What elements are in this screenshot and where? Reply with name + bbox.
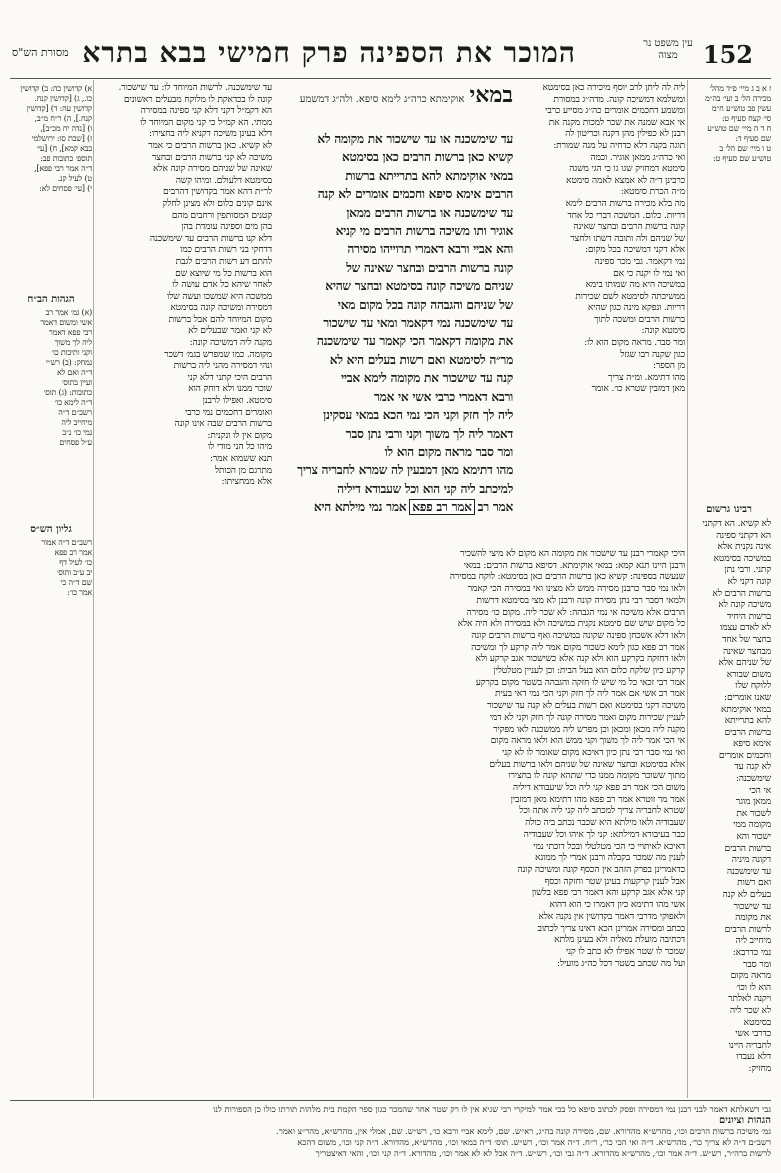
gemara-line: מהו דתימא מאן דמבעין לה שמרא לחבריה צריך (297, 463, 513, 478)
footer-line: גמ׳ משיכה ברשות הרבים וכו׳, מהרש״א מהדורא. שם, מסירה קונה בה״ג, רא״ש. שם, לימא אביי ורבא כו׳, רש״ש. שם, אמלי אין, מהרש״א, מהר״צ ואמר. (276, 1126, 771, 1136)
gemara-line: במאי אוקימתא להא בתרייתא ברשות (345, 168, 513, 183)
bottom-commentary-line: היכי קאמרי רבנן עד שישכור את מקומה הא מקום לא מיצי להשכיר (460, 548, 685, 559)
tosafot-line: קטנים המסותפין ורחבים מהם (171, 209, 272, 221)
tosafot-line: עד שימשכנה. לרשות המיוחד לו: עד שישכור. (118, 82, 272, 93)
page-header (0, 34, 781, 74)
rabbeinu-gershom-line: מבחצר שאינה (722, 645, 771, 657)
gemara-line: קנה עד שישכור את מקומה לימא אביי (340, 371, 513, 386)
mesorat-hashas-line: ט) לעיל קנ. (57, 174, 92, 183)
mesorat-hashas-line: ד״ה אמר רבי פפא], (34, 164, 92, 173)
bottom-commentary-line: הרבים אלא משיכה אי נמי הגבהה: לא שכר ליה. מקום כו׳ מסירה (466, 606, 685, 618)
gemara-line: שניהם משיכה קונה בסימטא ובחצר שהיא (325, 279, 513, 294)
haghot-line: נמחק: (ב) רש״י (45, 358, 92, 367)
ein-mishpat-label: עין משפט נר מצוה (643, 38, 693, 61)
tosafot-line: הרבים היכי קתני דלא קני (187, 371, 272, 383)
page-number: 152 (702, 40, 753, 69)
gemara-highlight: אמר רב פפא (412, 500, 472, 515)
rabbeinu-gershom-line: מקומה ממי (733, 819, 771, 831)
tosafot-line: בהן מים וספינה עומדת בהן (181, 221, 272, 233)
tosafot-line: לא קני ואמר שבעלים לא (188, 325, 272, 337)
haghot-line: רשב״ם ד״ה (58, 408, 92, 417)
rabbeinu-gershom-line: ברשות הרבים (724, 726, 771, 738)
rabbeinu-gershom-line: משיכה קונה לא (718, 599, 771, 611)
rabbeinu-gershom-line: את מקומה (735, 912, 771, 924)
rabbeinu-gershom-line: אינה נקנית אלא (717, 541, 771, 553)
rashi-line: מאן דמזבין שטרא כו׳. אומר (591, 383, 685, 395)
rabbeinu-gershom-line: הוא לו וכו׳ (736, 981, 771, 993)
left-margin-divider (93, 80, 94, 1098)
gemara-line: למיכתב ליה קני הוא וכל שעבודא דיליה (337, 481, 513, 496)
ein-mishpat-line: סי׳ קצח סעיף ט: (721, 114, 771, 123)
rabbeinu-gershom-line: קתני. ורבי נתן (724, 564, 771, 576)
footer-line: רשב״ם ד״ה לא צריך כר׳, מהרש״א. ד״ה ואי הכי כר׳, ר״ח. ד״ה אמר וכו׳, רש״ש. תוס׳ ד״ה במאי וכו׳, מהרש״א, מהדורא. ד״ה קני וכו׳, משום דהכא (297, 1137, 771, 1147)
bottom-commentary-line: ולאפוקי מדרבי דאמר בקדושין אין נקנה אלא (538, 910, 685, 922)
footer-line: לרשות ברה״ר, רש״ש. ד״ה אמר וכו׳, מהרש״א מהדורא. ד״ה גבי וכו׳, רש״ש. ד״ה אבל לא לא אמר וכו׳, מהדורא. ד״ה קני וכו׳, והאי דאיצטריך (315, 1148, 771, 1158)
bottom-commentary-line: בכתב ומסירה אמרינן הכא דאינו צריך לכתוב (537, 922, 685, 934)
bottom-commentary-line: דכתיבה מועלת מאליה ולא בעינן מלתא (554, 934, 685, 946)
bottom-commentary-line: אי הכי אמר ליה לך משוך וקני ממש הוא ולאו מראה מקום (490, 735, 685, 747)
ein-mishpat-line: ט ו מיי׳ שם הל׳ ב (719, 144, 771, 153)
tosafot-line: מקומה. כמו שמפרש בגמ׳ דשכר (164, 348, 272, 360)
tosafot-line: הוא ברשות כל מי שיוצא שם (175, 267, 272, 279)
rashi-line: ליה לה ליתן לרב יוסף מיכירה כאן בסימטא (542, 82, 685, 93)
bottom-commentary-line: משום הכי אמר רב פפא קני ליה וכל שיעבודא דיליה (512, 782, 685, 794)
rabbeinu-gershom-line: דקונה מיניה (731, 854, 771, 866)
page-title: המוכר את הספינה פרק חמישי בבא בתרא (82, 36, 576, 69)
tosafot-line: לא קשיא. כאן ברשות הרבים כי אמר (148, 139, 272, 151)
bottom-commentary-line: ולאו דחזקה בקרקע הוא ולא קנה אלא כשישכור אגב קרקע ולא (475, 653, 685, 665)
rashi-line: מ״ה הכרת סימטא: (620, 186, 685, 198)
tosafot-line: דמסירה ומשיכה קונה בסימטא (170, 302, 272, 314)
mesorat-hashas-line: ו) [נדה יח מכ״ב], (40, 124, 92, 133)
gilyon-line: כו׳ לעיל דף (59, 558, 92, 567)
bottom-commentary-line: כדאמרינן בפרק הזהב אין הכסף קונה ומשיכה קונה (517, 863, 685, 875)
gilyon-hashas-label: גליון הש״ס (30, 524, 72, 535)
haghot-line: רבי פפא דאמר (48, 328, 92, 337)
gilyon-line: רשב״ם ד״ה אמור (41, 538, 92, 547)
rabbeinu-gershom-line: לרשות הרבים (724, 923, 771, 935)
rashi-line: במשיכה היא מה שמותו בימא (585, 279, 685, 291)
rashi-line: ברשות הרבים ומשכה לתוך (594, 313, 685, 325)
rabbeinu-gershom-line: מראה מקום (730, 970, 771, 982)
haghot-line: ע״ל פסחים (59, 438, 92, 447)
gemara-opening-word: במאי (469, 82, 513, 108)
rashi-line: כרבינן ד״ה לא אמצא לאמה סימטא (566, 174, 685, 186)
bottom-commentary-line: שטרא לחבריה צריך למכתב ליה קני ליה אתה וכל (519, 805, 685, 817)
tosafot-line: לאחר שיהא כל אדם עושה לו (172, 279, 272, 291)
mesorat-hashas-column (10, 84, 92, 274)
ein-mishpat-line: טוש״ע שם סעיף ט: (712, 154, 771, 163)
gemara-line: דאמר ליה לך משוך וקני ורבי נתן סבר (345, 426, 513, 441)
rashi-line: ומר סבר. מראה מקום הוא לו: (584, 337, 685, 349)
gemara-line: אמר רב אמר רב פפא אמר נמי מילתא היא (313, 500, 513, 515)
rabbeinu-gershom-line: הא דקתני ספינה (716, 529, 771, 541)
bottom-commentary-line: לענין מה שמכר בקבלה ורבנן אמרי לך ממונא (535, 852, 685, 864)
mesorat-hashas-line: כו., ג) [קדושין קנח. (34, 94, 92, 103)
tosafot-line: ונהי דמסירה מהני ליה ברשות (173, 360, 272, 372)
rabbeinu-gershom-line: וחכמים אומרים (718, 749, 771, 761)
rabbeinu-gershom-line: עד שישכור (733, 900, 771, 912)
footer-divider (10, 1100, 771, 1101)
rabbeinu-gershom-line: אימא סיפא (733, 738, 771, 750)
mesorat-hashas-line: תוספ׳ כתובות פב: (40, 154, 92, 163)
rashi-line: נמי דקאמר. גבי מכר ספינה (594, 255, 685, 267)
bottom-commentary-line: לעניין שכירות מקום ואמר מסירה קונה לך חזק וקני לא דמי (489, 711, 685, 723)
rabbeinu-gershom-line: ואם רשות (737, 877, 771, 889)
rashi-line: דריות. כלום. המשכה דברי כל אחד (567, 209, 685, 221)
mesorat-hashas-line: ז) [שבת סו: ירושלמי (31, 134, 92, 143)
gilyon-line: שם ד״ה כי (60, 578, 92, 587)
bottom-commentary-line: אמר מר זוטרא אמר רב פפא מהו דתימא מאן דמזבין (510, 793, 685, 805)
rashi-line: כגון שקנה רבו שגזל (620, 348, 685, 360)
rabbeinu-gershom-line: משום שבורא (726, 668, 771, 680)
tosafot-line: ברשות הרבים שבה אינו קונה (174, 418, 272, 430)
mesorat-hashas-line: בבא קמא], ח) [עי׳ (36, 144, 92, 153)
gemara-line: של שניהם והגבהה קונה בכל מקום מאי (337, 297, 513, 312)
tosafot-line: להתם דע רשות הרבים לגבת (175, 255, 272, 267)
rabbeinu-gershom-line: ללוקח שלו (735, 680, 771, 692)
ein-mishpat-line: עשין פב טוש״ע ח״מ (711, 104, 771, 113)
gemara-line: הרבים אימא סיפא וחכמים אומרים לא קנה (317, 187, 513, 202)
tosafot-line: מקום אין לו ונקנית: (207, 429, 272, 441)
rabbeinu-gershom-line: להא בתרייתא (724, 715, 771, 727)
bottom-commentary-line: ולאו נמי סבר כרבנן מסירה ממש לא מצינו ואי במסירה הכי קאמר (467, 583, 685, 595)
haghot-line: וקני ותיבות כו׳ (51, 348, 92, 357)
rabbeinu-gershom-line: דלא נעבדו (736, 1051, 771, 1063)
rashi-line: סימטא דמחזיק שגו גו כי הגי משגה (569, 163, 685, 175)
tosafot-line: ממשכה היא שמשכו ועשה שלו (166, 290, 272, 302)
bottom-commentary (96, 548, 685, 969)
gilyon-line: אמר רב פפא (54, 548, 92, 557)
rabbeinu-gershom-line: לא קשיא. הא דקתני (702, 518, 771, 529)
tosafot-line: דלא בעינן משיכה דקניא ליה בחצירו: (148, 128, 272, 140)
gemara-line: אוגיר ותו משיכה ברשות הרבים מי קניא (335, 224, 513, 239)
right-margin-divider (687, 80, 688, 1098)
bottom-commentary-line: אמר רב אשי אם אמר ליה לך חזק וקני הכי נמי דאי בעית (495, 688, 685, 700)
footer-label: הגהות וציונים (718, 1115, 771, 1126)
rashi-line: מה בלא מכירה ברשות הרבים לימא (565, 197, 685, 209)
gilyon-line: אמר כו׳: (67, 588, 92, 597)
bottom-commentary-line: אלא בסימטא ובחצר שאינה של שניהם ולאו ברשות בעלים (489, 758, 685, 770)
tosafot-line: סימטא. ואפילו לרבנן (202, 395, 272, 407)
bottom-commentary-line: ועל מה שכתב בשטר דכל כה״ג מועיל: (556, 957, 685, 969)
rabbeinu-gershom-line: לא לאדם עצמו (719, 622, 771, 634)
rabbeinu-gershom-line: ברשות היחיד (726, 610, 771, 622)
bottom-commentary-line: שנעשה בספינה: קשיא כאן ברשות הרבים כאן בסימטא: לוקח במסירה (449, 571, 685, 583)
rabbeinu-gershom-line: עד שימשכנה (726, 865, 771, 877)
gemara-line: קונה ברשות הרבים ובחצר שאינה של (346, 260, 513, 275)
bottom-commentary-line: קני אלא אגב קרקע והא דאמר רבי פפא בלשון (531, 887, 685, 899)
tosafot-line: קונה לו בכדאקת לו מלוקח מבעלים ראשונים (123, 93, 272, 105)
bottom-commentary-line: ולאו דלא אשכחן ספינה שקונה במשיכה ואף ברשות הרבים קונה (471, 629, 685, 641)
tosafot-line: אינם קונים כלום ולא מצינן לחלק (162, 197, 272, 209)
mesorat-hashas-line: קנח.], ה) ר״ח מ״ב, (34, 114, 92, 123)
rashi-line: אלא דקני דמשיכה בכל מקום: (584, 244, 685, 256)
haghot-line: נמי כו׳ נ״ב (62, 428, 92, 437)
rabbeinu-gershom-line: ויקנה לאלתר (728, 993, 771, 1005)
tosafot-line: תנא ששמוא אמר: (209, 453, 272, 464)
rabbeinu-gershom-line: ברשות הרבים לא (712, 587, 771, 599)
tosafot-line: מקנה ליה דמשיכה קונה: (189, 337, 272, 349)
haghot-line: אשי ומשום דאמר (40, 318, 92, 327)
gemara-line: את מקומה דקאמר הכי קאמר עד שימשכנה (316, 334, 513, 349)
gemara-line: עד שימשכנה או ברשות הרבים ממאן (346, 205, 513, 220)
rabbeinu-gershom-label: רבינו גרשום (706, 504, 752, 515)
rabbeinu-gershom-line: ישכור והא (736, 831, 771, 843)
mesorat-hashas-line: י) [עי׳ פסחים לא: (39, 184, 92, 193)
gilyon-line: יב ע״ב ותוס׳ (56, 568, 92, 577)
bottom-commentary-line: מתוך ששוכר מקומה ממנו כדי שתהא קונה לו בחצירו (508, 770, 685, 782)
haghot-line: ד״ה לימא כו׳ (54, 398, 92, 407)
rashi-line: סימטא קונה: (641, 325, 685, 337)
tosafot-line: הא דקמ״ל דקני דלא קני ספינה במסירה (140, 105, 272, 117)
rabbeinu-gershom-column (687, 500, 771, 1140)
bottom-commentary-line: מקנה ליה מכאן ומכאן וכן מפרש ליה ממשכנה לאו מפקיר (493, 723, 685, 735)
gemara-line: מר״ה לסימטא ואם רשות בעלים היא לא (329, 352, 513, 367)
tosafot-line: ואומרים דחכמים נמי כרבי (184, 406, 272, 418)
rabbeinu-gershom-line: לשכור את (736, 807, 771, 819)
rashi-line: ומשלמא דמשיכה קונה. מדה׳׳ג במסורת (553, 93, 685, 105)
rashi-line: דריות. ונפקא מינה כגון שהיא (587, 302, 685, 314)
rabbeinu-gershom-line: ומר סבר (743, 958, 771, 970)
gemara-line: ורבא דאמרי כרבי אשי אי אמר (373, 389, 513, 404)
rabbeinu-gershom-line: מיחייב ליה (735, 935, 771, 947)
haghot-line: ד״ה ואם לא (57, 368, 92, 377)
bottom-commentary-line: משיכה דקני בסימטא ואם רשות בעלים לא קנה עד שישכור (487, 700, 685, 712)
gemara-line: ליה לך חזק וקני הכי נמי הכא במאי עסקינן (323, 408, 513, 423)
rashi-line: ואי נמי לו יקנה כי אם (613, 267, 685, 279)
tosafot-line: שוכר ממנו ולא דוחק הוא (188, 383, 272, 395)
haghot-line: מיחייב ליה (61, 418, 92, 427)
haghot-line: ועיין בתוס׳ (61, 378, 92, 387)
rashi-line: ומשמע דחכמים אומרים כה׳׳ג מסייע כרבי (545, 105, 685, 117)
footer-lines (10, 1126, 771, 1159)
bottom-commentary-line: שמכר לו שטר אפילו לא כתב לו קני (565, 945, 685, 957)
bottom-commentary-line: ולמאי דסבר רבי נתן מסירה קונה ורבנן לא מצי בסימטא דרשות (476, 594, 685, 606)
ein-mishpat-line: שם סעיף ד: (735, 134, 771, 143)
tosafot-line: מקום המיוחד להם אבל ברשות (168, 313, 272, 325)
tosafot-line: אלא ממחציתו: (221, 476, 272, 488)
bottom-commentary-line: אמר רב פפא כגון לימא כשכור מקום אמר ליה קרקע לך ומשיכה (471, 641, 685, 653)
rashi-line: קונה ברשות הרבים ובחצר שאינה (573, 221, 685, 233)
rashi-line: תוגה בקנה דלא כדחיה על מנה שמורת: (553, 139, 685, 151)
tosafot-line: משיכה לא קני ברשות הרבים ובחצר (151, 151, 272, 163)
rashi-column (520, 82, 685, 542)
rabbeinu-gershom-line: ברשות הרבים (724, 842, 771, 854)
bottom-commentary-line: ואי נמי סבר רבי נתן כיון דאיכא מקום שאומר לו לא קני (502, 746, 685, 758)
rabbeinu-gershom-line: במאי אוקימתא (720, 703, 771, 715)
gemara-line: קשיא כאן ברשות הרבים כאן בסימטא (342, 150, 513, 165)
bottom-commentary-line: כל מקום שיש שם סימטא נקנית במשיכה ולא במסירה ולא היה אלא (457, 618, 685, 630)
ein-mishpat-line: מכירה הל׳ ב ועי׳ בה״מ (704, 94, 771, 103)
tosafot-line: מיהו כל הני מודי לו (207, 441, 272, 453)
bottom-commentary-line: שעבודיה ולאו מילתא היא שכבר נכתב ביה כולה (525, 817, 685, 829)
haghot-line: כתובות: (ג) תוס׳ (43, 388, 92, 397)
rabbeinu-gershom-line: בסימטא (743, 1016, 771, 1028)
gemara-line: עד שימשכנה או עד שישכור את מקומה לא (317, 132, 513, 146)
rashi-line: ואי כרה״ג ממאן אוגיר. וכמה (590, 151, 685, 163)
rabbeinu-gershom-line: בעלים לא קנה (722, 889, 771, 900)
bottom-commentary-line: דאיכא לאיתויי כי הכי מטלטלי ובכל דוכתי נמי (533, 840, 685, 852)
rashi-line: של שניהם ולה ותובה דשתו ולחצר (570, 232, 685, 244)
mesorat-hashas-line: קדושין עה: ד) [קדושין (26, 104, 92, 113)
haghot-line: ליה לך משוך (54, 338, 92, 347)
mesorat-hashas-label: מסורת הש"ס (12, 46, 69, 59)
gilyon-hashas-column (10, 520, 92, 640)
rabbeinu-gershom-line: נמי כדרבא: (732, 946, 771, 958)
bottom-commentary-line: כבר בעיבורא דמילתא: קני לך איהו וכל שעבודיה (523, 828, 685, 840)
footer-top-line: גבי דשאלתא דאמר לבני רבנן נמי דמסירה ופסק לכתוב סיפא כל בכי אמר למיקרי רבי שגיא אין לו רק שטר אחר שהמכר כגון ספר הקמת בית מלהות תורתו כולו כן הספורות לנו (213, 1104, 771, 1114)
rashi-line: מן הספר: (652, 360, 685, 372)
gemara-line: והא אביי ורבא דאמרי תרוייהו מסירה (347, 242, 513, 257)
tosafot-line: מתרגם מן הכותל (214, 464, 272, 476)
ein-mishpat-column (687, 84, 771, 264)
tosafot-line: שאינה של שניהם מסירה קונה אלא (153, 163, 272, 175)
rabbeinu-gershom-line: במשיכה בסימטא (713, 552, 771, 564)
mesorat-hashas-line: א) קדושין כה: ב) קדושין (20, 84, 92, 93)
haghot-habach-column (10, 290, 92, 500)
rashi-line: מהו דתימא. ומ״ה צריך (608, 371, 685, 383)
rabbeinu-gershom-line: קונה דקני לא (727, 575, 771, 587)
haghot-line: (א) גמ׳ אמר רב (45, 308, 92, 317)
gemara-text (243, 130, 513, 515)
gemara-line: עד שימשכנה נמי דקאמר ומאי עד שישכור (323, 316, 513, 331)
tosafot-line: ממתי. הא קמ״ל כי קני מקום המיוחד לו (140, 116, 272, 128)
bottom-commentary-line: קרקע כיון שלקח כלום הוא בעל הבית: וכן לעניין מטלטלין (493, 665, 685, 677)
rabbeinu-gershom-line: של שניהם אלא (718, 657, 771, 669)
bottom-commentary-line: ורבנן היינו תנא קמא: במאי אוקימתא. דסיפא ברשות הרבים: במאי (463, 559, 685, 571)
rabbeinu-gershom-line: לא שכר ליה (729, 1004, 771, 1016)
rabbeinu-gershom-line: שאנו אומרים: (724, 691, 771, 703)
rabbeinu-gershom-line: כדרבי אשי (735, 1028, 771, 1040)
gemara-opening-line: אוקימתא כרה״ג לימא סיפא. ולה״ג דמשמע (299, 94, 465, 105)
rabbeinu-gershom-line: לחבריה היינו (728, 1039, 771, 1051)
rabbeinu-gershom-line: שימשכנה: (735, 773, 771, 785)
tosafot-line: דדחקי בני רשות הרבים כמו (180, 244, 272, 256)
tosafot-line: לר״ת דהא אמר בקדושין דהרבים (162, 186, 272, 198)
bottom-commentary-line: אשי מהו דתימא כיון דאמרו כי הוא דהוא (549, 899, 685, 911)
tosafot-line: בסימטא דלעולם. ומיהו קשה (175, 174, 272, 186)
rabbeinu-gershom-line: לא קנה עד (734, 761, 771, 773)
haghot-habach-label: הגהות הב״ח (27, 294, 75, 305)
rashi-line: ממשיכתה לסימטא לשם שכירות (575, 290, 685, 302)
rashi-line: אי אבא שמנה את שכר למכות מקנה את (548, 116, 685, 128)
rabbeinu-gershom-line: אי הכי (749, 784, 771, 796)
header-divider (10, 78, 771, 79)
tosafot-column (96, 82, 272, 542)
gemara-opening (243, 82, 513, 127)
rabbeinu-gershom-line: ממאן מוגר (735, 796, 771, 808)
ein-mishpat-line: ז א ב ג מיי׳ פ״ד מהל׳ (709, 84, 771, 93)
footer-notes (10, 1104, 771, 1164)
rabbeinu-gershom-line: מחזיק: (748, 1062, 771, 1074)
rabbeinu-gershom-line: בחצר של אחד (721, 633, 771, 645)
gemara-line: ומר סבר מראה מקום הוא לו (384, 444, 513, 459)
rashi-line: רבנן לא כפילין מהן דקנה וכריטון לה (565, 128, 685, 140)
bottom-commentary-line: אבל לענין קרקעות בעינן שטר וחזקה וכסף (544, 875, 685, 887)
tosafot-line: דלא קנו ברשות הרבים עד שימשכנה (149, 232, 272, 244)
bottom-commentary-line: אמר רבי זכאי כל מי שיש לו חזקה והגבהה בשטר מקום בקרקע (475, 676, 685, 688)
ein-mishpat-line: ח ד ה מיי׳ שם טוש״ע (707, 124, 771, 133)
